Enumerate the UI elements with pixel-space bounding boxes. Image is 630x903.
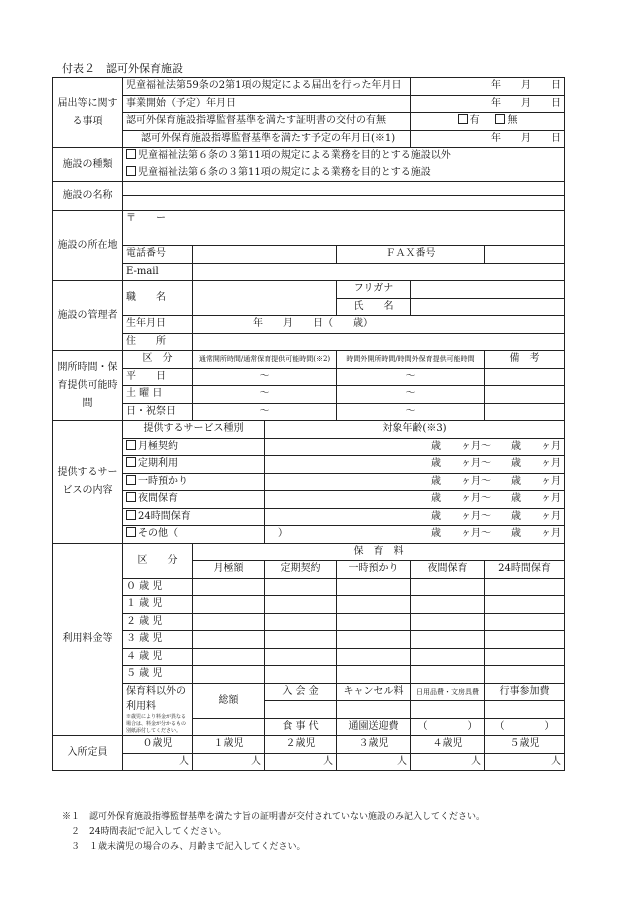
title-field[interactable] xyxy=(193,281,337,316)
fee-cell[interactable] xyxy=(485,578,565,596)
name-field[interactable] xyxy=(123,196,565,211)
service-label: 夜間保育 xyxy=(138,493,178,505)
fee-cell[interactable] xyxy=(411,613,485,631)
service-age-field[interactable]: 歳 ヶ月～ 歳 ヶ月 xyxy=(265,438,565,456)
fee-age-row: ２ 歳 児 xyxy=(123,613,193,631)
type-label: 施設の種類 xyxy=(53,148,123,182)
fee-cell[interactable] xyxy=(485,613,565,631)
hours-row-saturday: 土 曜 日 xyxy=(123,386,193,404)
weekday-note[interactable] xyxy=(485,368,565,386)
fee-cell[interactable] xyxy=(193,648,265,666)
location-label: 施設の所在地 xyxy=(53,211,123,281)
footnote-1: ※１ 認可外保育施設指導監督基準を満たす旨の証明書が交付されていない施設のみ記入してください。 xyxy=(62,812,486,822)
name-label: 施設の名称 xyxy=(53,182,123,211)
fee-cell[interactable] xyxy=(193,613,265,631)
supplies-fee-field[interactable] xyxy=(411,701,485,719)
saturday-open[interactable]: ～ xyxy=(193,386,337,404)
checkbox-no[interactable] xyxy=(495,114,505,124)
capacity-value[interactable]: 人 xyxy=(485,753,565,771)
email-label: E-mail xyxy=(123,263,193,281)
capacity-col: １歳児 xyxy=(193,736,265,754)
weekday-open[interactable]: ～ xyxy=(193,368,337,386)
furigana-label: フリガナ xyxy=(337,281,411,299)
notification-date-2[interactable]: 年 月 日 xyxy=(411,95,565,113)
service-age-field[interactable]: 歳 ヶ月～ 歳 ヶ月 xyxy=(265,508,565,526)
address-label: 住 所 xyxy=(123,333,193,351)
service-label: 24時間保育 xyxy=(138,510,191,522)
hours-row-holiday: 日・祝祭日 xyxy=(123,403,193,421)
type-option-1[interactable] xyxy=(123,148,565,165)
service-age-field[interactable]: 歳 ヶ月～ 歳 ヶ月 xyxy=(265,473,565,491)
fee-age-row: １ 歳 児 xyxy=(123,596,193,614)
fee-item-entrance: 入 会 金 xyxy=(265,683,337,701)
fee-cell[interactable] xyxy=(193,666,265,684)
fee-item-bus: 通園送迎費 xyxy=(337,718,411,736)
total-label: 総額 xyxy=(193,683,265,718)
type-checkbox-1[interactable] xyxy=(126,149,136,159)
holiday-extra[interactable]: ～ xyxy=(337,403,485,421)
no-label: 無 xyxy=(507,115,518,127)
service-row[interactable] xyxy=(123,438,265,456)
hours-kubun-header: 区 分 xyxy=(123,351,193,369)
type-option-1-label: 児童福祉法第６条の３第11項の規定による業務を目的とする施設以外 xyxy=(138,150,451,162)
fee-cell[interactable] xyxy=(411,648,485,666)
holiday-note[interactable] xyxy=(485,403,565,421)
service-row[interactable] xyxy=(123,526,288,544)
postal-field[interactable]: 〒 ー xyxy=(123,211,565,246)
service-checkbox[interactable] xyxy=(126,440,136,450)
entrance-fee-field[interactable] xyxy=(265,701,337,719)
service-row[interactable] xyxy=(123,508,265,526)
service-label: その他（ ） xyxy=(138,528,288,540)
fee-item-meal: 食 事 代 xyxy=(265,718,337,736)
fee-col-24h: 24時間保育 xyxy=(485,561,565,579)
fee-cell[interactable] xyxy=(337,666,411,684)
total-field[interactable] xyxy=(193,718,265,736)
capacity-col: ４歳児 xyxy=(411,736,485,754)
notification-row-1: 児童福祉法第59条の2第1項の規定による届出を行った年月日 xyxy=(123,78,411,96)
fax-field[interactable] xyxy=(485,246,565,264)
fee-col-temporary: 一時預かり xyxy=(337,561,411,579)
email-field[interactable] xyxy=(193,263,565,281)
capacity-value[interactable]: 人 xyxy=(193,753,265,771)
manager-name-label: 氏 名 xyxy=(337,298,411,316)
saturday-note[interactable] xyxy=(485,386,565,404)
fee-col-night: 夜間保育 xyxy=(411,561,485,579)
capacity-value[interactable]: 人 xyxy=(123,753,193,771)
capacity-col: ２歳児 xyxy=(265,736,337,754)
fee-cell[interactable] xyxy=(411,631,485,649)
fee-cell[interactable] xyxy=(337,578,411,596)
fees-kubun-header: 区 分 xyxy=(123,543,193,578)
fee-cell[interactable] xyxy=(337,631,411,649)
name-furigana-field[interactable] xyxy=(123,182,565,196)
type-option-2-label: 児童福祉法第６条の３第11項の規定による業務を目的とする施設 xyxy=(138,166,431,178)
manager-label: 施設の管理者 xyxy=(53,281,123,351)
phone-field[interactable] xyxy=(193,246,337,264)
hours-row-weekday: 平 日 xyxy=(123,368,193,386)
service-row[interactable] xyxy=(123,491,265,509)
service-row[interactable] xyxy=(123,456,265,474)
fee-cell[interactable] xyxy=(265,596,337,614)
checkbox-yes[interactable] xyxy=(458,114,468,124)
notification-row-3: 認可外保育施設指導監督基準を満たす証明書の交付の有無 xyxy=(123,113,411,131)
yes-label: 有 xyxy=(469,115,480,127)
events-fee-field[interactable] xyxy=(485,701,565,719)
fee-cell[interactable] xyxy=(337,613,411,631)
phone-label: 電話番号 xyxy=(123,246,193,264)
footnote-2: ２ 24時間表記で記入してください。 xyxy=(62,827,227,837)
fee-cell[interactable] xyxy=(485,631,565,649)
fee-cell[interactable] xyxy=(411,596,485,614)
furigana-field[interactable] xyxy=(411,281,565,299)
fee-item-cancel: キャンセル料 xyxy=(337,683,411,701)
fees-label: 利用料金等 xyxy=(53,543,123,736)
facility-form xyxy=(52,77,565,771)
manager-name-field[interactable] xyxy=(411,298,565,316)
fee-cell[interactable] xyxy=(265,666,337,684)
capacity-value[interactable]: 人 xyxy=(337,753,411,771)
holiday-open[interactable]: ～ xyxy=(193,403,337,421)
fee-cell[interactable] xyxy=(265,578,337,596)
capacity-label: 入所定員 xyxy=(53,736,123,771)
hours-extra-header: 時間外開所時間/時間外保育提供可能時間 xyxy=(337,351,485,369)
notification-date-1[interactable]: 年 月 日 xyxy=(411,78,565,96)
other-fees-cell xyxy=(123,683,193,736)
service-checkbox[interactable] xyxy=(126,457,136,467)
service-label: 定期利用 xyxy=(138,458,178,470)
service-checkbox[interactable] xyxy=(126,492,136,502)
certificate-choice[interactable] xyxy=(411,113,565,131)
title-label: 職 名 xyxy=(123,281,193,316)
fee-age-row: ３ 歳 児 xyxy=(123,631,193,649)
cancel-fee-field[interactable] xyxy=(337,701,411,719)
notification-date-4[interactable]: 年 月 日 xyxy=(411,130,565,148)
fee-col-regular: 定期契約 xyxy=(265,561,337,579)
capacity-col: ０歳児 xyxy=(123,736,193,754)
service-checkbox[interactable] xyxy=(126,475,136,485)
service-age-header: 対象年齢(※3) xyxy=(265,421,565,439)
footnotes xyxy=(62,810,485,855)
form-caption: 付表２ 認可外保育施設 xyxy=(62,62,183,75)
birth-label: 生年月日 xyxy=(123,316,193,334)
fee-item-events: 行事参加費 xyxy=(485,683,565,701)
capacity-col: ５歳児 xyxy=(485,736,565,754)
type-option-2[interactable] xyxy=(123,165,565,182)
notification-row-2: 事業開始（予定）年月日 xyxy=(123,95,411,113)
fee-item-other-2[interactable]: （ ） xyxy=(485,718,565,736)
other-fees-note: ※歳児により料金が異なる場合は、料金が分かるもの別紙添付してください。 xyxy=(126,713,187,734)
service-age-field[interactable]: 歳 ヶ月～ 歳 ヶ月 xyxy=(265,456,565,474)
fee-cell[interactable] xyxy=(337,596,411,614)
service-checkbox[interactable] xyxy=(126,510,136,520)
fax-label: ＦＡＸ番号 xyxy=(337,246,485,264)
fee-cell[interactable] xyxy=(337,648,411,666)
fees-fee-header: 保 育 料 xyxy=(193,543,565,561)
service-label: 一時預かり xyxy=(138,475,188,487)
address-field[interactable] xyxy=(193,333,565,351)
fee-cell[interactable] xyxy=(411,578,485,596)
type-checkbox-2[interactable] xyxy=(126,166,136,176)
hours-open-header: 通常開所時間/通常保育提供可能時間(※2) xyxy=(193,351,337,369)
fee-cell[interactable] xyxy=(485,666,565,684)
birth-field[interactable]: 年 月 日（ 歳） xyxy=(193,316,565,334)
notification-row-4: 認可外保育施設指導監督基準を満たす予定の年月日(※1) xyxy=(123,130,411,148)
fee-age-row: ４ 歳 児 xyxy=(123,648,193,666)
footnote-3: ３ １歳未満児の場合のみ、月齢まで記入してください。 xyxy=(62,842,306,852)
fee-cell[interactable] xyxy=(193,596,265,614)
fee-item-other-1[interactable]: （ ） xyxy=(411,718,485,736)
fee-item-supplies: 日用品費・文房具費 xyxy=(411,683,485,701)
fee-col-monthly: 月極額 xyxy=(193,561,265,579)
weekday-extra[interactable]: ～ xyxy=(337,368,485,386)
fee-age-row: ５ 歳 児 xyxy=(123,666,193,684)
other-fees-label: 保育料以外の利用料 xyxy=(126,685,186,712)
capacity-col: ３歳児 xyxy=(337,736,411,754)
notification-label: 届出等に関する事項 xyxy=(53,78,123,148)
hours-label: 開所時間・保育提供可能時間 xyxy=(53,351,123,421)
saturday-extra[interactable]: ～ xyxy=(337,386,485,404)
fee-cell[interactable] xyxy=(265,613,337,631)
capacity-value[interactable]: 人 xyxy=(411,753,485,771)
service-age-field[interactable]: 歳 ヶ月～ 歳 ヶ月 xyxy=(265,526,565,544)
services-label: 提供するサービスの内容 xyxy=(53,421,123,544)
service-type-header: 提供するサービス種別 xyxy=(123,421,265,439)
fee-cell[interactable] xyxy=(411,666,485,684)
fee-cell[interactable] xyxy=(193,631,265,649)
fee-cell[interactable] xyxy=(485,648,565,666)
service-checkbox[interactable] xyxy=(126,527,136,537)
service-age-field[interactable]: 歳 ヶ月～ 歳 ヶ月 xyxy=(265,491,565,509)
service-row[interactable] xyxy=(123,473,265,491)
service-label: 月極契約 xyxy=(138,440,178,452)
hours-note-header: 備 考 xyxy=(485,351,565,369)
capacity-value[interactable]: 人 xyxy=(265,753,337,771)
fee-cell[interactable] xyxy=(193,578,265,596)
fee-cell[interactable] xyxy=(265,648,337,666)
fee-age-row: ０ 歳 児 xyxy=(123,578,193,596)
fee-cell[interactable] xyxy=(265,631,337,649)
fee-cell[interactable] xyxy=(485,596,565,614)
